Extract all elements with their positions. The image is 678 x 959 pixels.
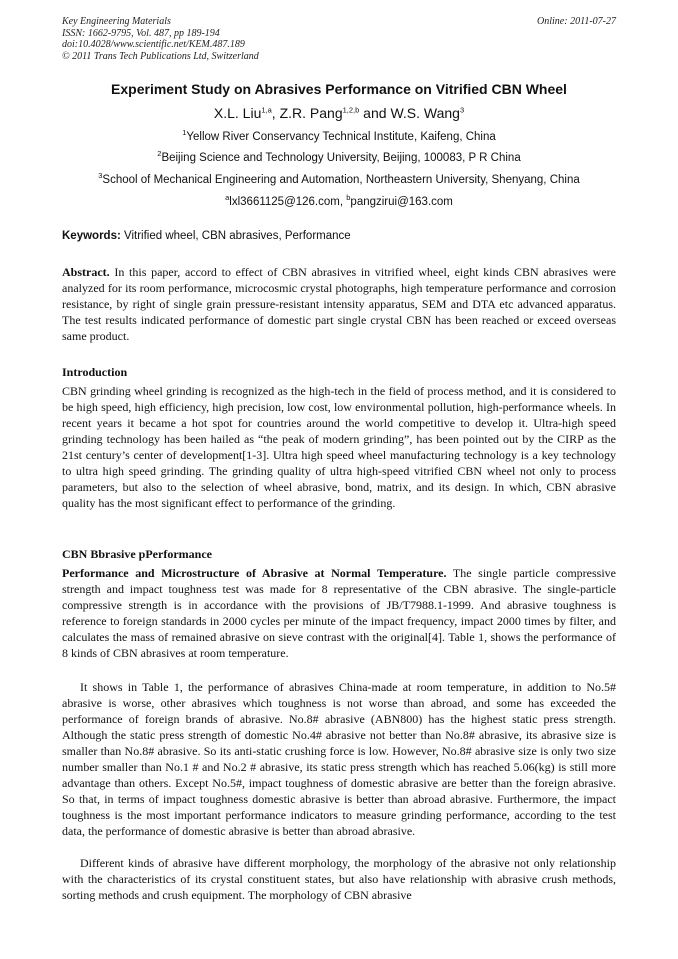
paper-title: Experiment Study on Abrasives Performance on Vitrified CBN Wheel <box>111 81 567 97</box>
journal-copyright: © 2011 Trans Tech Publications Ltd, Switzerland <box>62 50 259 62</box>
journal-issn: ISSN: 1662-9795, Vol. 487, pp 189-194 <box>62 27 220 39</box>
affiliation-mark: 3 <box>98 171 103 181</box>
journal-doi: doi:10.4028/www.scientific.net/KEM.487.189 <box>62 39 245 50</box>
affiliation-text: School of Mechanical Engineering and Automation, Northeastern University, Shenyang, China <box>102 174 580 186</box>
author-list <box>62 104 616 122</box>
author-name: Z.R. Pang <box>279 105 343 121</box>
keywords <box>62 229 616 243</box>
author-name: X.L. Liu <box>213 105 262 121</box>
keywords-label: Keywords: <box>62 230 121 242</box>
email-mark: a <box>225 193 230 203</box>
author-separator: , <box>271 105 280 121</box>
author-emails <box>62 195 616 209</box>
journal-name: Key Engineering Materials <box>62 16 171 27</box>
affiliation-text: Yellow River Conservancy Technical Institute, Kaifeng, China <box>186 131 496 143</box>
online-date: Online: 2011-07-27 <box>537 16 616 27</box>
author-affiliation-mark: 1,a <box>261 105 272 115</box>
affiliation <box>62 130 616 144</box>
section-heading-performance: CBN Bbrasive pPerformance <box>62 547 212 561</box>
body-paragraph <box>62 565 616 661</box>
paragraph-text: The single particle compressive strength and impact toughness test was made for 8 representative of the CBN abrasive. The single-particle compressive strength is in accordance with the provisions of JB/T7988.1-1999. And abrasive toughness is reference to foreign standards in 2000 cycles per minute of the impact frequency, impact 2000 times by filter, and calculates the mass of remained abrasive on sieve contrast with the original[4]. Table 1, shows the performance of 8 kinds of CBN abrasives at room temperature. <box>62 566 617 660</box>
email-address: lxl3661125@126.com, <box>229 196 347 208</box>
affiliation-text: Beijing Science and Technology University, Beijing, 100083, P R China <box>161 152 521 164</box>
author-affiliation-mark: 3 <box>459 105 465 115</box>
introduction-paragraph: CBN grinding wheel grinding is recognized as the high-tech in the field of process method, and it is considered to be high speed, high efficiency, high precision, low cost, low environmental pollution, high-performance wheels. In recent years it became a hot spot for countries around the world competitive to develop it. Ultra-high speed grinding technology has been hailed as “the peak of modern grinding”, has been pointed out by the CIRP as the 21st century’s center of development[1-3]. Ultra high speed wheel manufacturing technology is a key technology to ultra high speed grinding. The grinding quality of ultra high-speed vitrified CBN wheel not only to process parameters, but also to the selection of wheel abrasive, bond, matrix, and its design. In which, CBN abrasive quality has the most significant effect to performance of the grinding. <box>62 384 616 510</box>
abstract-text: In this paper, accord to effect of CBN abrasives in vitrified wheel, eight kinds CBN abrasives were analyzed for its room performance, microcosmic crystal photographs, high temperature performance and corrosion resistance, by right of single grain pressure-resistant intensity apparatus, SEM and DTA etc advanced apparatus. The test results indicated performance of domestic part single crystal CBN has been reached or exceed overseas same product. <box>62 265 616 343</box>
body-paragraph: It shows in Table 1, the performance of abrasives China-made at room temperature, in addition to No.5# abrasive is worse, other abrasives which toughness is not worse than abroad, and some has exceeded the performance of foreign brands of abrasive. No.8# abrasive (ABN800) has the highest static press strength. Although the static press strength of domestic No.4# abrasive not better than No.8# abrasive, its abrasive size is smaller than No.8# abrasive. So its anti-static crushing force is low. However, No.8# abrasive size is only two size number smaller than No.1 # and No.2 # abrasive, its static press strength which has reached 5.06(kg) is still more advantage than others. Except No.5#, impact toughness of domestic abrasive are better than the foreign abrasive. So that, in terms of impact toughness domestic abrasive is better than abroad abrasive. Furthermore, the impact toughness is the most important performance indicators to measure grinding performance, according to the test data, the performance of domestic abrasive is better than abroad abrasive. <box>62 680 616 838</box>
affiliation <box>62 151 616 165</box>
author-separator: and <box>359 105 391 121</box>
abstract <box>62 264 616 344</box>
affiliation-mark: 1 <box>182 128 187 138</box>
affiliation <box>62 173 616 187</box>
abstract-label: Abstract. <box>62 265 110 279</box>
body-paragraph: Different kinds of abrasive have different morphology, the morphology of the abrasive not only relationship with the characteristics of its crystal constituent states, but also have relationship with abrasive crush methods, sorting methods and crush equipment. The morphology of CBN abrasive <box>62 856 616 902</box>
subsection-heading: Performance and Microstructure of Abrasive at Normal Temperature. <box>62 566 447 580</box>
keywords-text: Vitrified wheel, CBN abrasives, Performance <box>120 230 351 242</box>
author-name: W.S. Wang <box>390 105 460 121</box>
author-affiliation-mark: 1,2,b <box>342 105 360 115</box>
affiliation-mark: 2 <box>157 149 162 159</box>
journal-header <box>62 16 259 62</box>
email-mark: b <box>346 193 351 203</box>
section-heading-introduction: Introduction <box>62 365 128 379</box>
email-address: pangzirui@163.com <box>350 196 453 208</box>
